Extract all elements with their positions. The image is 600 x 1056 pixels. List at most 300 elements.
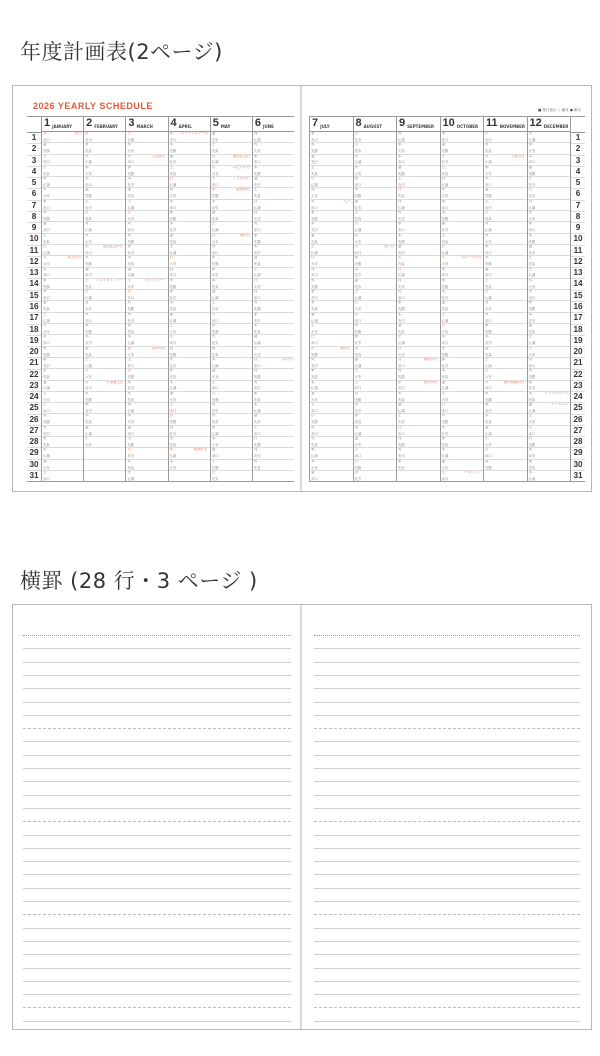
day-cell [354, 414, 397, 425]
weekday-label: 水 [441, 437, 446, 441]
day-cell [441, 324, 484, 335]
weekday-label: 水 [127, 244, 131, 248]
day-cell [253, 347, 294, 358]
weekday-label: 水 [127, 165, 131, 169]
rokuyo-label: 先負 [311, 307, 318, 312]
weekday-label: 月 [127, 301, 131, 305]
rokuyo-label: 仏滅 [311, 250, 318, 255]
weekday-label: 土 [485, 357, 489, 361]
weekday-label: 土 [43, 154, 47, 158]
rokuyo-label: 先負 [354, 420, 362, 425]
day-cell [126, 301, 167, 312]
day-cell [441, 414, 484, 425]
weekday-label: 日 [398, 346, 402, 350]
day-cell [528, 279, 571, 290]
day-cell [397, 358, 440, 369]
rokuyo-label: 友引 [211, 341, 219, 346]
month-number: 7 [312, 117, 319, 129]
rokuyo-label: 友引 [528, 318, 536, 323]
rokuyo-label: 友引 [485, 409, 492, 414]
month-name: DECEMBER [543, 124, 569, 129]
day-cell [484, 245, 527, 256]
weekday-label: 日 [43, 324, 47, 328]
month-header [42, 117, 83, 132]
rokuyo-label: 仏滅 [485, 160, 492, 165]
weekday-label: 水 [485, 244, 489, 248]
rokuyo-label: 友引 [485, 273, 492, 278]
rokuyo-label: 友引 [85, 137, 92, 142]
weekday-label: 日 [127, 211, 131, 215]
weekday-label: 水 [211, 188, 216, 192]
weekday-label: 月 [354, 470, 359, 474]
weekday-label: 日 [85, 211, 89, 215]
day-cell [84, 381, 125, 392]
ruled-line [314, 648, 580, 649]
rokuyo-label: 赤口 [528, 363, 536, 368]
weekday-label: 日 [127, 448, 131, 452]
weekday-label: 金 [43, 301, 47, 305]
day-cell [84, 143, 125, 154]
day-number: 29 [27, 448, 41, 459]
weekday-label: 日 [528, 425, 533, 429]
day-cell [354, 234, 397, 245]
weekday-label: 日 [485, 448, 489, 452]
rokuyo-label: 仏滅 [528, 341, 536, 346]
day-cell [528, 211, 571, 222]
rokuyo-label: 赤口 [311, 341, 318, 346]
weekday-label: 土 [127, 357, 131, 361]
day-cell [397, 347, 440, 358]
rokuyo-label: 赤口 [485, 318, 492, 323]
day-number: 9 [571, 223, 585, 234]
rokuyo-label: 先勝 [169, 420, 177, 425]
holiday-label: エイプリルフール [180, 132, 208, 135]
weekday-label: 日 [354, 222, 359, 226]
day-cell [211, 245, 252, 256]
rokuyo-label: 大安 [85, 442, 92, 447]
day-cell [42, 245, 83, 256]
weekday-label: 金 [441, 301, 446, 305]
holiday-label: 成人の日 [67, 256, 82, 260]
day-number: 23 [27, 381, 41, 392]
weekday-label: 月 [253, 369, 258, 373]
rokuyo-label: 赤口 [85, 183, 92, 188]
weekday-label: 水 [528, 143, 533, 147]
day-cell [126, 290, 167, 301]
day-cell [42, 188, 83, 199]
month-header [126, 117, 167, 132]
weekday-label: 木 [43, 369, 47, 373]
weekday-label: 水 [311, 369, 315, 373]
weekday-label: 火 [85, 312, 89, 316]
weekday-label: 木 [311, 459, 315, 463]
rokuyo-label: 先勝 [43, 149, 50, 154]
rokuyo-label: 大安 [354, 307, 362, 312]
day-cell [126, 460, 167, 471]
weekday-label: 土 [253, 346, 258, 350]
day-cell [42, 143, 83, 154]
calendar-section-title: 年度計画表(2ページ) [20, 40, 223, 64]
rokuyo-label: 大安 [485, 375, 492, 380]
weekday-label: 月 [169, 425, 174, 429]
day-cell [253, 290, 294, 301]
day-cell [211, 313, 252, 324]
weekday-label: 金 [85, 267, 89, 271]
weekday-label: 日 [354, 143, 359, 147]
weekday-label: 月 [43, 256, 47, 260]
rokuyo-label: 友引 [211, 273, 219, 278]
day-cell [169, 143, 210, 154]
empty-day-cell [84, 448, 125, 459]
weekday-label: 土 [311, 403, 315, 407]
weekday-label: 金 [127, 267, 131, 271]
weekday-label: 火 [169, 278, 174, 282]
ruled-line [23, 954, 291, 955]
weekday-label: 土 [85, 278, 89, 282]
weekday-label: 木 [528, 154, 533, 158]
rokuyo-label: 先勝 [485, 262, 492, 267]
rokuyo-label: 仏滅 [211, 228, 219, 233]
weekday-label: 木 [485, 335, 489, 339]
rokuyo-label: 赤口 [85, 318, 92, 323]
day-cell [42, 211, 83, 222]
day-cell [484, 414, 527, 425]
day-cell [211, 132, 252, 143]
weekday-label: 金 [485, 425, 489, 429]
weekday-label: 水 [398, 143, 402, 147]
weekday-label: 月 [253, 211, 258, 215]
weekday-label: 木 [169, 459, 174, 463]
rokuyo-label: 仏滅 [398, 409, 405, 414]
weekday-label: 火 [253, 222, 258, 226]
rokuyo-label: 友引 [211, 476, 219, 481]
ruled-line [23, 888, 291, 889]
day-cell [310, 222, 353, 233]
day-cell [528, 437, 571, 448]
weekday-label: 月 [354, 312, 359, 316]
weekday-label: 金 [398, 324, 402, 328]
rokuyo-label: 先負 [85, 420, 92, 425]
rokuyo-label: 先負 [441, 307, 449, 312]
rokuyo-label: 大安 [398, 216, 405, 221]
rokuyo-label: 先勝 [43, 420, 50, 425]
holiday-label: 文化の日 [510, 154, 525, 158]
day-cell [397, 279, 440, 290]
weekday-label: 日 [127, 132, 131, 135]
rokuyo-label: 先勝 [354, 465, 362, 470]
rokuyo-label: 仏滅 [43, 250, 50, 255]
rokuyo-label: 仏滅 [211, 363, 219, 368]
day-cell [211, 222, 252, 233]
rokuyo-label: 先負 [354, 352, 362, 357]
rokuyo-label: 先負 [253, 397, 261, 402]
day-cell [354, 426, 397, 437]
weekday-label: 日 [528, 346, 533, 350]
day-cell [211, 256, 252, 267]
day-cell [42, 347, 83, 358]
rokuyo-label: 赤口 [169, 137, 177, 142]
weekday-label: 水 [528, 222, 533, 226]
day-cell [169, 437, 210, 448]
ruled-line [314, 781, 580, 782]
rokuyo-label: 赤口 [485, 454, 492, 459]
day-cell [211, 155, 252, 166]
month-header [441, 117, 484, 132]
month-name: AUGUST [363, 124, 382, 129]
rokuyo-label: 仏滅 [398, 205, 405, 210]
rokuyo-label: 仏滅 [441, 386, 449, 391]
weekday-label: 月 [528, 278, 533, 282]
day-cell [441, 279, 484, 290]
day-cell [84, 392, 125, 403]
rokuyo-label: 先勝 [43, 352, 50, 357]
day-cell [397, 414, 440, 425]
month-header [310, 117, 353, 132]
rokuyo-label: 先負 [253, 329, 261, 334]
holiday-label: みどりの日 [232, 165, 250, 169]
rokuyo-label: 仏滅 [485, 296, 492, 301]
day-cell [42, 381, 83, 392]
ruled-line [23, 835, 291, 836]
weekday-label: 木 [253, 244, 258, 248]
day-cell [441, 132, 484, 143]
weekday-label: 月 [311, 346, 315, 350]
weekday-label: 木 [354, 188, 359, 192]
rokuyo-label: 先勝 [211, 262, 219, 267]
rokuyo-label: 赤口 [253, 363, 261, 368]
day-cell [84, 335, 125, 346]
day-cell [42, 301, 83, 312]
day-cell [441, 471, 484, 481]
rokuyo-label: 先勝 [169, 216, 177, 221]
rokuyo-label: 先負 [485, 352, 492, 357]
calendar-page-right [302, 86, 591, 491]
day-number: 25 [27, 403, 41, 414]
day-cell [484, 132, 527, 143]
day-cell [126, 188, 167, 199]
rokuyo-label: 友引 [211, 137, 219, 142]
ruled-line [23, 781, 291, 782]
day-cell [42, 460, 83, 471]
ruled-line [314, 1021, 580, 1022]
rokuyo-label: 大安 [43, 465, 50, 470]
ruled-line [23, 635, 291, 636]
day-cell [310, 211, 353, 222]
rokuyo-label: 赤口 [311, 476, 318, 481]
day-cell [528, 166, 571, 177]
day-number: 14 [27, 279, 41, 290]
day-cell [253, 155, 294, 166]
day-cell [42, 290, 83, 301]
ruled-line [23, 901, 291, 902]
rokuyo-label: 赤口 [354, 318, 362, 323]
rokuyo-label: 先負 [485, 420, 492, 425]
weekday-label: 土 [528, 414, 533, 418]
rokuyo-label: 先勝 [441, 149, 449, 154]
rokuyo-label: 仏滅 [311, 386, 318, 391]
rokuyo-label: 赤口 [354, 386, 362, 391]
month-number: 12 [529, 117, 542, 129]
weekday-label: 金 [485, 346, 489, 350]
rokuyo-label: 友引 [311, 431, 318, 436]
rokuyo-label: 先負 [127, 194, 135, 199]
weekday-label: 火 [43, 267, 47, 271]
day-number: 15 [571, 291, 585, 302]
rokuyo-label: 先負 [528, 397, 536, 402]
day-cell [354, 358, 397, 369]
rokuyo-label: 赤口 [311, 409, 318, 414]
rokuyo-label: 先勝 [43, 284, 50, 289]
weekday-label: 金 [43, 143, 47, 147]
rokuyo-label: 仏滅 [211, 431, 219, 436]
rokuyo-label: 大安 [354, 171, 362, 176]
day-cell [126, 403, 167, 414]
day-cell [528, 324, 571, 335]
weekday-label: 日 [85, 132, 89, 135]
day-cell [126, 245, 167, 256]
day-cell [441, 211, 484, 222]
rokuyo-label: 大安 [127, 216, 135, 221]
weekday-label: 金 [211, 211, 216, 215]
weekday-label: 木 [441, 369, 446, 373]
day-cell [211, 188, 252, 199]
weekday-label: 月 [169, 346, 174, 350]
weekday-label: 日 [441, 403, 446, 407]
weekday-label: 水 [311, 448, 315, 452]
ruled-section-title: 横罫 (28 行・3 ページ ) [20, 569, 258, 593]
day-number: 11 [27, 246, 41, 257]
rokuyo-label: 先勝 [43, 216, 50, 221]
weekday-label: 火 [354, 324, 359, 328]
weekday-label: 木 [85, 256, 89, 260]
day-cell [528, 234, 571, 245]
day-cell [169, 426, 210, 437]
day-cell [126, 143, 167, 154]
rokuyo-label: 赤口 [398, 431, 405, 436]
day-cell [310, 290, 353, 301]
rokuyo-label: 先負 [211, 216, 219, 221]
rokuyo-label: 仏滅 [441, 318, 449, 323]
rokuyo-label: 先負 [485, 284, 492, 289]
rokuyo-label: 大安 [485, 442, 492, 447]
rokuyo-label: 先勝 [127, 375, 135, 380]
weekday-label: 木 [441, 448, 446, 452]
day-cell [126, 324, 167, 335]
weekday-label: 日 [85, 290, 89, 294]
day-cell [126, 155, 167, 166]
day-cell [169, 200, 210, 211]
weekday-label: 土 [528, 335, 533, 339]
day-cell [354, 211, 397, 222]
weekday-label: 火 [211, 335, 216, 339]
day-cell [42, 177, 83, 188]
ruled-line [23, 1021, 291, 1022]
rokuyo-label: 先負 [441, 239, 449, 244]
rokuyo-label: 友引 [169, 296, 177, 301]
weekday-label: 月 [311, 188, 315, 192]
rokuyo-label: 大安 [253, 352, 261, 357]
weekday-label: 月 [441, 414, 446, 418]
rokuyo-label: 先勝 [354, 262, 362, 267]
rokuyo-label: 大安 [441, 465, 449, 470]
day-cell [484, 460, 527, 471]
rokuyo-label: 大安 [441, 262, 449, 267]
holiday-label: 父の日 [281, 357, 293, 361]
ruled-line [23, 928, 291, 929]
day-cell [484, 426, 527, 437]
day-cell [441, 403, 484, 414]
rokuyo-label: 先負 [441, 375, 449, 380]
weekday-label: 水 [85, 403, 89, 407]
day-cell [211, 437, 252, 448]
day-cell [397, 245, 440, 256]
ruled-line [23, 768, 291, 769]
weekday-label: 火 [43, 346, 47, 350]
rokuyo-label: 赤口 [43, 409, 50, 414]
weekday-label: 火 [528, 132, 533, 135]
rokuyo-label: 赤口 [211, 183, 219, 188]
weekday-label: 土 [354, 448, 359, 452]
weekday-label: 火 [485, 312, 489, 316]
weekday-label: 火 [85, 233, 89, 237]
rokuyo-label: 先勝 [311, 352, 318, 357]
weekday-label: 木 [485, 256, 489, 260]
rokuyo-label: 赤口 [528, 228, 536, 233]
rokuyo-label: 先勝 [354, 329, 362, 334]
day-cell [253, 188, 294, 199]
rokuyo-label: 友引 [441, 363, 449, 368]
holiday-label: 昭和の日 [194, 448, 208, 452]
day-cell [42, 155, 83, 166]
rokuyo-label: 仏滅 [485, 363, 492, 368]
rokuyo-label: 仏滅 [253, 205, 261, 210]
weekday-label: 火 [169, 437, 174, 441]
day-cell [354, 347, 397, 358]
day-cell [310, 358, 353, 369]
day-cell [310, 268, 353, 279]
rokuyo-label: 赤口 [441, 273, 449, 278]
rokuyo-label: 先負 [127, 465, 135, 470]
rokuyo-label: 大安 [211, 307, 219, 312]
day-number: 27 [571, 426, 585, 437]
weekday-label: 水 [253, 312, 258, 316]
rokuyo-label: 先負 [441, 442, 449, 447]
weekday-label: 日 [127, 290, 131, 294]
day-cell [441, 358, 484, 369]
rokuyo-label: 先勝 [354, 397, 362, 402]
rokuyo-label: 先勝 [528, 239, 536, 244]
weekday-label: 火 [253, 380, 258, 384]
day-cell [169, 222, 210, 233]
rokuyo-label: 先勝 [127, 307, 135, 312]
weekday-label: 木 [43, 290, 47, 294]
day-cell [397, 403, 440, 414]
weekday-label: 水 [253, 154, 258, 158]
day-cell [211, 234, 252, 245]
weekday-label: 月 [311, 425, 315, 429]
rokuyo-label: 大安 [253, 420, 261, 425]
weekday-label: 土 [311, 324, 315, 328]
month-header [528, 117, 571, 132]
weekday-label: 水 [253, 391, 258, 395]
day-cell [484, 369, 527, 380]
weekday-label: 土 [398, 335, 402, 339]
day-cell [484, 211, 527, 222]
ruled-line [314, 914, 580, 915]
rokuyo-label: 友引 [485, 137, 492, 142]
rokuyo-label: 仏滅 [354, 363, 362, 368]
month-header [211, 117, 252, 132]
